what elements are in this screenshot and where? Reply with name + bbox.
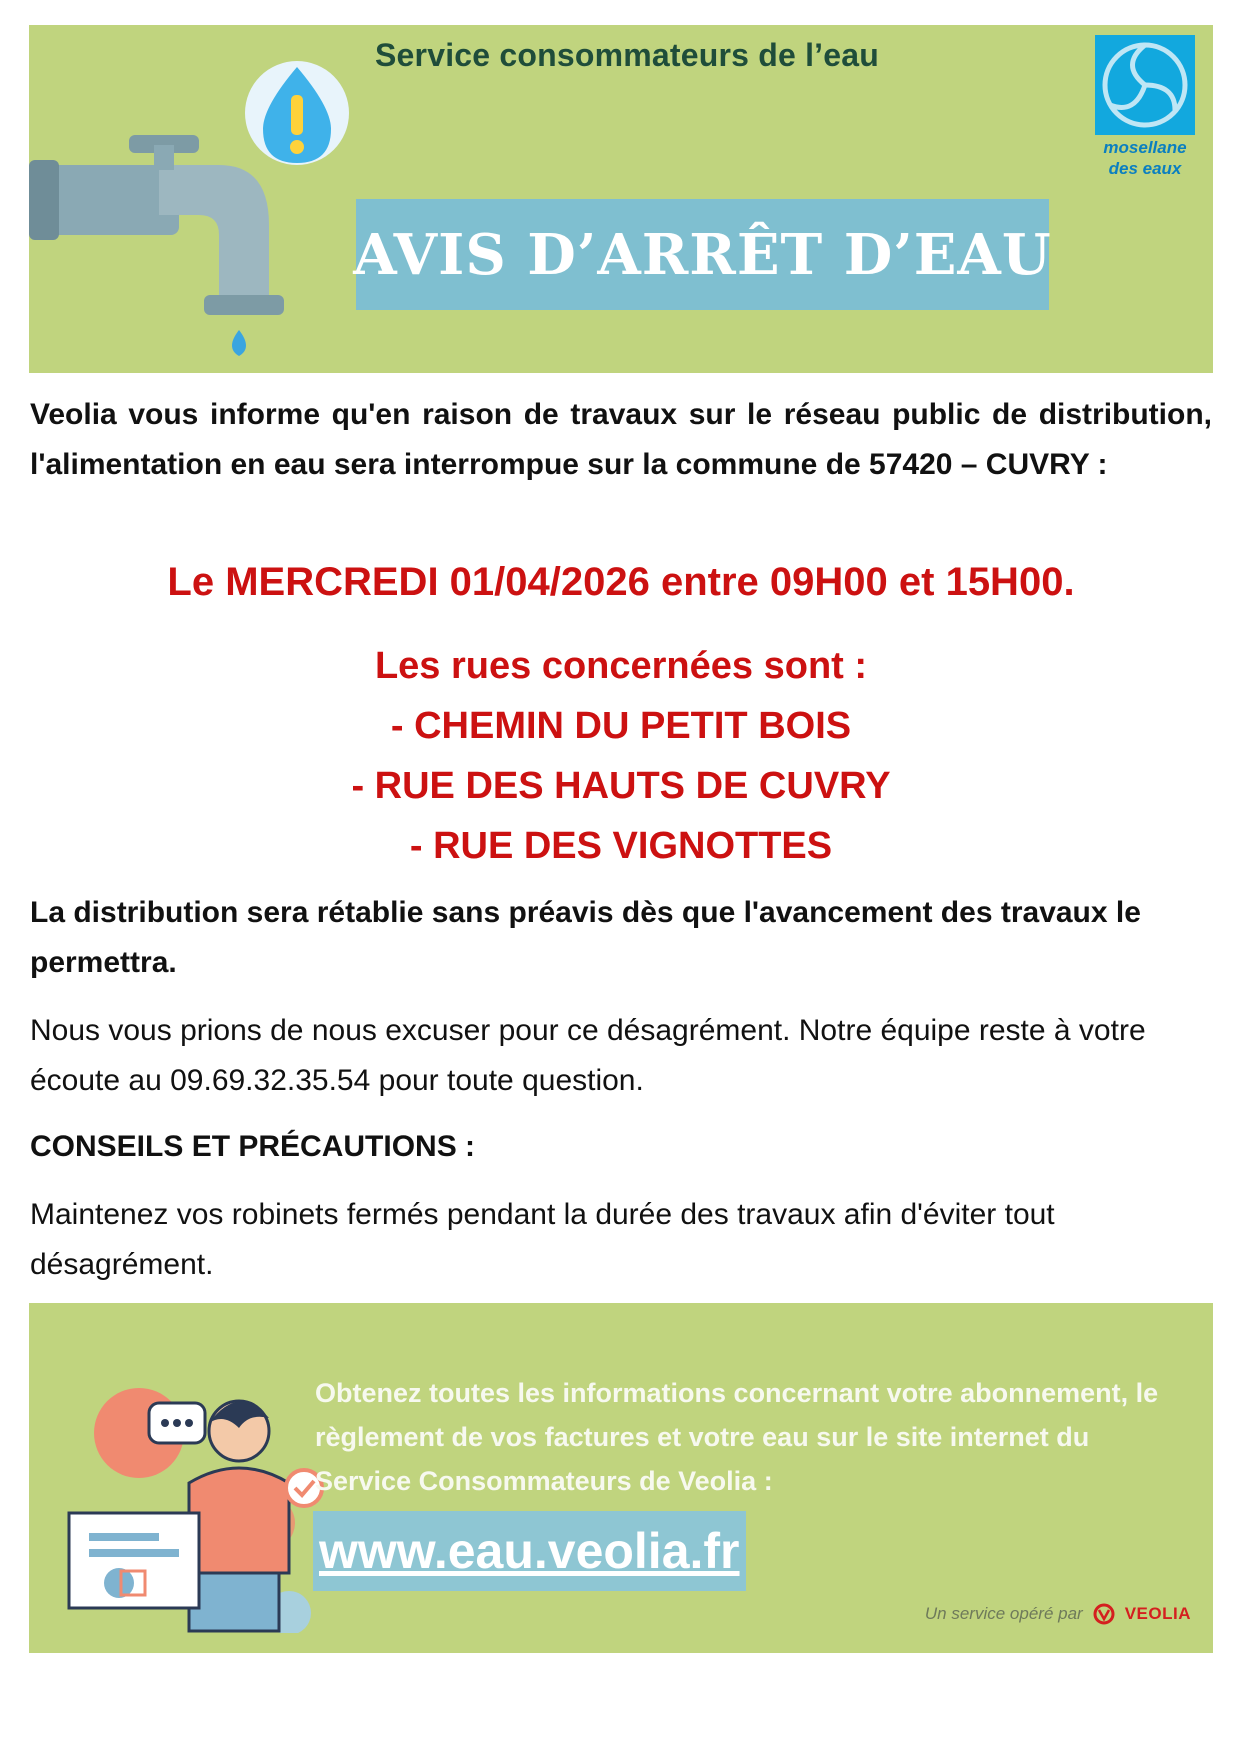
footer-panel [29,1303,1213,1653]
faucet-icon [29,45,359,375]
title-banner [353,199,1052,310]
streets-heading: Les rues concernées sont : [374,645,868,687]
intro-paragraph: Veolia vous informe qu'en raison de travaux sur le réseau public de distribution, l'alimentation en eau sera interrompue sur la commune de 57420 – CUVRY : [30,398,1212,481]
person-illustration-icon [59,1373,329,1633]
footer-info-text: Obtenez toutes les informations concernant votre abonnement, le règlement de vos factures et votre eau sur le site internet du Service Consommateurs de Veolia : [315,1378,1159,1496]
operated-by [925,1603,1191,1625]
excuse-paragraph: Nous vous prions de nous excuser pour ce désagrément. Notre équipe reste à votre écoute au 09.69.32.35.54 pour toute question. [30,1014,1146,1097]
website-link[interactable]: www.eau.veolia.fr [319,1523,740,1579]
advice-paragraph: Maintenez vos robinets fermés pendant la durée des travaux afin d'éviter tout désagrément. [30,1198,1055,1281]
logo-text-line2: des eaux [1108,159,1182,178]
banner-title: AVIS D’ARRÊT D’EAU [353,221,1052,288]
restore-paragraph: La distribution sera rétablie sans préavis dès que l'avancement des travaux le permettra. [30,896,1141,979]
operated-by-text: Un service opéré par [924,1604,1083,1623]
street-item: - RUE DES VIGNOTTES [409,825,833,867]
streets-block [29,636,1213,876]
advice-heading: CONSEILS ET PRÉCAUTIONS : [30,1130,476,1163]
mosellane-logo [1095,35,1195,177]
veolia-logo-icon [1093,1603,1115,1625]
veolia-brand: VEOLIA [1124,1604,1191,1623]
street-item: - CHEMIN DU PETIT BOIS [390,705,852,747]
logo-text-line1: mosellane [1103,138,1187,157]
outage-date: Le MERCREDI 01/04/2026 entre 09H00 et 15H00. [167,560,1075,604]
website-link-box[interactable] [313,1511,746,1591]
street-item: - RUE DES HAUTS DE CUVRY [351,765,891,807]
logo-emblem [1095,35,1195,135]
header-panel [29,25,1213,373]
service-title: Service consommateurs de l’eau [375,37,879,73]
